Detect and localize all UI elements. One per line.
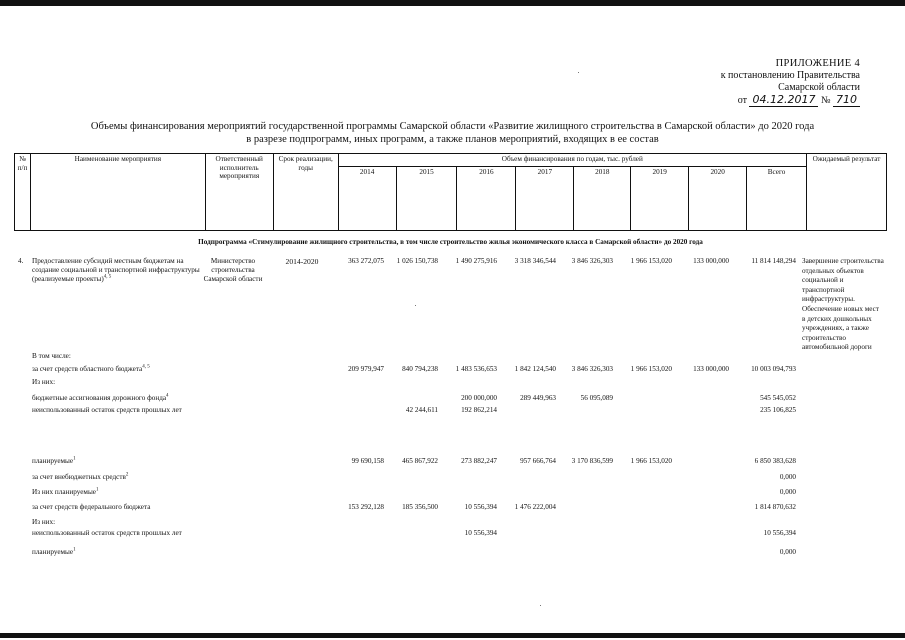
scan-border-top [0,0,905,6]
row-label-of_them1 [32,378,197,387]
measure-name [32,257,202,284]
row-label-of_them_planned [32,488,197,497]
value-federal-total: 1 814 870,632 [754,503,796,511]
value-road_fund-total: 545 545,052 [760,394,796,402]
row-label-text: Из них планируемые [32,488,96,496]
value-road_fund-2017: 289 449,963 [520,394,556,402]
value-measure-total: 11 814 148,294 [751,257,796,265]
row-label-extra_budget [32,473,197,482]
value-planned-total: 6 850 383,628 [754,457,796,465]
header-year-2019: 2019 [631,166,689,230]
row-label-text: Из них: [32,518,56,526]
appendix-number: 710 [833,94,860,107]
row-label-text: планируемые [32,457,74,465]
row-label-text: планируемые [32,548,74,556]
value-extra_budget-total: 0,000 [779,473,796,481]
appendix-block [690,58,860,107]
header-year-2014: 2014 [338,166,396,230]
value-unused_federal-total: 10 556,394 [763,529,796,537]
row-label-text: бюджетные ассигнования дорожного фонда [32,394,167,402]
row-label-regional [32,365,197,374]
value-regional-2016: 1 483 536,653 [455,365,497,373]
header-executor: Ответственный исполнитель мероприятия [205,154,273,231]
value-unused_federal-2016: 10 556,394 [464,529,497,537]
row-label-planned [32,457,197,466]
header-funding: Объем финансирования по годам, тыс. рублей [338,154,806,167]
row-label-text: за счет средств федерального бюджета [32,503,151,511]
row-label-sup: 4 [166,393,169,399]
row-label-incl [32,352,197,361]
measure-result: Завершение строительства отдельных объектов социальной и транспортной инфраструктуры. Обеспечение новых мест в детских дошкольных учреждениях, а также строительство автомобильной дороги [802,257,884,352]
appendix-from: от [737,95,747,106]
value-regional-2017: 1 842 124,540 [514,365,556,373]
value-federal-2014: 153 292,128 [348,503,384,511]
value-regional-2020: 133 000,000 [693,365,729,373]
subprogram-title: Подпрограмма «Стимулирование жилищного строительства, в том числе строительство жилья экономического класса в Самарской области» до 2020 года [198,238,703,246]
row-label-sup: 4, 5 [142,364,150,370]
measure-name-sup: 4, 5 [103,274,112,280]
value-unused_regional-2016: 192 862,214 [461,406,497,414]
document-title-line1: Объемы финансирования мероприятий государственной программы Самарской области «Развитие жилищного строительства в Самарской области» до 2020 года [90,121,815,132]
row-label-unused_federal [32,529,197,538]
header-total: Всего [747,166,807,230]
value-federal-2017: 1 476 222,004 [514,503,556,511]
scan-border-bottom [0,633,905,638]
row-label-sup: 2 [125,472,129,478]
appendix-date: 04.12.2017 [749,94,818,107]
row-label-road_fund [32,394,197,403]
value-road_fund-2016: 200 000,000 [461,394,497,402]
value-unused_regional-2015: 42 244,611 [405,406,438,414]
measure-executor: Министерство строительства Самарской области [203,257,263,283]
document-title-line2: в разрезе подпрограмм, иных программ, а также планов мероприятий, входящих в ее состав [246,134,659,145]
value-planned-2015: 465 867,922 [402,457,438,465]
row-label-sup: 1 [95,487,99,493]
header-year-2015: 2015 [396,166,457,230]
header-year-2018: 2018 [574,166,631,230]
value-measure-2017: 3 318 346,544 [514,257,556,265]
header-year-2020: 2020 [689,166,747,230]
appendix-line1: к постановлению Правительства [720,70,860,81]
row-label-of_them2 [32,518,197,527]
header-year-2017: 2017 [516,166,574,230]
value-planned-2014: 99 690,158 [351,457,384,465]
value-federal-2016: 10 556,394 [464,503,497,511]
value-planned-2016: 273 882,247 [461,457,497,465]
value-unused_regional-total: 235 106,825 [760,406,796,414]
scan-speck [578,72,579,73]
header-name: Наименование мероприятия [30,154,205,231]
header-period: Срок реализации, годы [273,154,338,231]
value-planned-2019: 1 966 153,020 [630,457,672,465]
row-label-sup: 1 [73,547,76,553]
row-label-text: неиспользованный остаток средств прошлых лет [32,406,182,414]
value-regional-2014: 209 979,947 [348,365,384,373]
value-measure-2019: 1 966 153,020 [630,257,672,265]
value-of_them_planned-total: 0,000 [779,488,796,496]
scan-speck [540,605,541,606]
header-year-2016: 2016 [457,166,516,230]
row-label-text: неиспользованный остаток средств прошлых лет [32,529,182,537]
row-label-planned2 [32,548,197,557]
value-measure-2018: 3 846 326,303 [571,257,613,265]
row-label-text: Из них: [32,378,56,386]
document-title [60,120,845,146]
appendix-line2: Самарской области [778,82,860,93]
appendix-title: ПРИЛОЖЕНИЕ 4 [775,58,860,69]
appendix-date-line [690,94,860,107]
row-label-sup: 1 [73,456,76,462]
value-planned-2018: 3 170 836,599 [571,457,613,465]
measure-period: 2014-2020 [285,257,319,266]
value-measure-2016: 1 490 275,916 [455,257,497,265]
appendix-no: № [820,95,831,106]
row-label-federal [32,503,197,512]
value-measure-2014: 363 272,075 [348,257,384,265]
value-road_fund-2018: 56 095,089 [580,394,613,402]
value-planned-2017: 957 666,764 [520,457,556,465]
measure-name-text: Предоставление субсидий местным бюджетам на создание социальной и транспортной инфраструктуры (реализуемые проекты) [32,257,200,283]
measure-number: 4. [18,257,24,265]
value-measure-2015: 1 026 150,738 [396,257,438,265]
header-num: № п/п [15,154,31,231]
value-regional-2019: 1 966 153,020 [630,365,672,373]
scan-speck [415,305,416,306]
row-label-unused_regional [32,406,197,415]
header-result: Ожидаемый результат [807,154,887,231]
row-label-text: за счет средств областного бюджета [32,365,143,373]
value-regional-2018: 3 846 326,303 [571,365,613,373]
table-header [14,153,887,231]
value-federal-2015: 185 356,500 [402,503,438,511]
value-measure-2020: 133 000,000 [693,257,729,265]
value-planned2-total: 0,000 [779,548,796,556]
value-regional-2015: 840 794,238 [402,365,438,373]
row-label-text: за счет внебюджетных средств [32,473,126,481]
row-label-text: В том числе: [32,352,71,360]
value-regional-total: 10 003 094,793 [751,365,796,373]
